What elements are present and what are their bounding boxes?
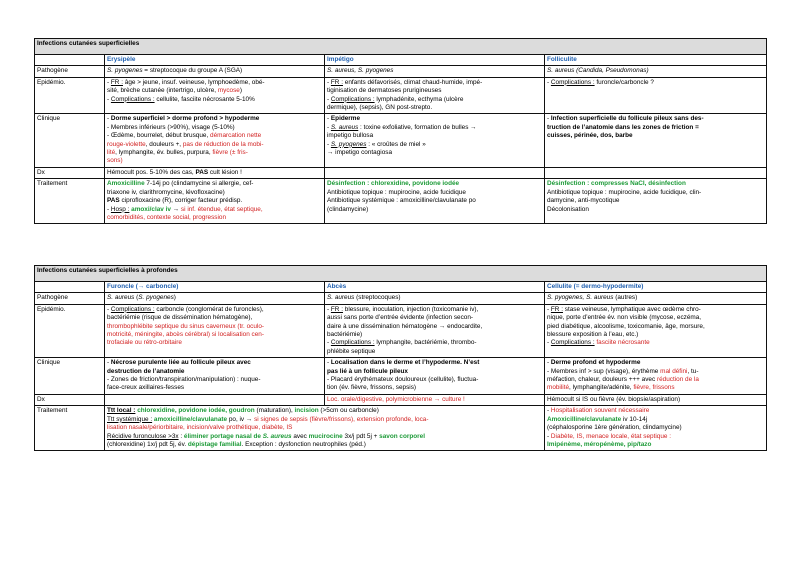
- text-run: face-creux axillaires-fesses: [107, 384, 185, 392]
- text-run: savon corporel: [379, 432, 425, 440]
- text-run: :: [178, 432, 184, 440]
- text-line: [327, 206, 542, 214]
- row-label-clinique: Clinique: [35, 358, 105, 395]
- text-run: furoncle/carboncle ?: [594, 78, 654, 86]
- text-run: amoxi/clav iv: [131, 205, 171, 213]
- text-line: [107, 331, 322, 339]
- text-line: [107, 157, 322, 165]
- text-line: [547, 132, 764, 140]
- text-run: Amoxicilline/clavulanate: [547, 415, 622, 423]
- text-run: lymphangite, bactériémie, thrombo-: [374, 339, 477, 347]
- text-run: -: [547, 407, 551, 415]
- text-run: = streptocoque du groupe A (SGA): [142, 67, 243, 75]
- text-run: thrombophlébite septique du sinus caverneux (tr. oculo-: [107, 322, 265, 330]
- text-line: [547, 115, 764, 123]
- text-run: bactériémie): [327, 331, 363, 339]
- column-header-furoncle: Furoncle (→ carboncle): [105, 282, 325, 293]
- text-run: -: [547, 305, 551, 313]
- text-line: [547, 180, 764, 188]
- text-run: S. aureus: [327, 294, 355, 302]
- text-run: sité, brèche cutanée (intertrigo, ulcère,: [107, 87, 218, 95]
- text-run: nique, porte d’entrée év. non visible (mycose, eczéma,: [547, 314, 702, 322]
- text-run: lymphadénite, ecthyma (ulcère: [374, 95, 464, 103]
- text-run: Ttt local :: [107, 407, 136, 415]
- text-run: FR :: [550, 305, 563, 313]
- cell-dx-furoncle: [105, 394, 325, 405]
- text-run: Hosp :: [110, 205, 130, 213]
- text-line: [107, 115, 322, 123]
- text-run: PAS: [195, 168, 209, 176]
- cell-clinique-folliculite: [545, 114, 767, 167]
- text-run: S. pyogenes: [107, 67, 143, 75]
- text-run: →: [170, 205, 181, 213]
- cell-traitement-cellulite: [545, 406, 767, 451]
- cell-traitement-folliculite: [545, 179, 767, 224]
- text-run: Complications :: [330, 339, 375, 347]
- text-run: - Œdème, bourrelet, début brusque,: [107, 132, 211, 140]
- text-run: lité: [107, 149, 116, 157]
- text-run: Nécrose purulente liée au follicule pileux avec: [110, 359, 251, 367]
- text-run: pas lié à un follicule pileux: [327, 367, 408, 375]
- text-line: [107, 132, 322, 140]
- text-line: [547, 359, 764, 367]
- text-run: dépistage familial: [187, 440, 242, 448]
- text-line: [107, 79, 322, 87]
- row-label-traitement: Traitement: [35, 179, 105, 224]
- text-line: [107, 206, 322, 214]
- text-run: -: [327, 305, 331, 313]
- cell-dx-folliculite: [545, 167, 767, 178]
- text-run: -: [107, 115, 111, 123]
- text-line: [107, 359, 322, 367]
- text-line: [327, 314, 542, 322]
- text-run: S. aureus: [262, 432, 292, 440]
- text-run: PAS: [107, 197, 120, 205]
- text-run: éliminer portage nasal de: [183, 432, 263, 440]
- cell-clinique-erysipele: [105, 114, 325, 167]
- text-line: [107, 384, 322, 392]
- text-run: cult lésion !: [208, 168, 242, 176]
- text-run: Complications :: [550, 339, 595, 347]
- text-line: [547, 368, 764, 376]
- text-line: [107, 141, 322, 149]
- text-line: [107, 441, 542, 449]
- text-run: -: [327, 339, 331, 347]
- text-line: [107, 416, 542, 424]
- text-run: rouge-violette: [107, 140, 146, 148]
- table-superficial-infections: [34, 38, 767, 224]
- text-line: [547, 407, 764, 415]
- column-header-impetigo: Impétigo: [325, 55, 545, 66]
- text-line: [547, 306, 764, 314]
- text-run: Infection superficielle du follicule pileux sans des-: [550, 115, 704, 123]
- text-line: [107, 306, 322, 314]
- text-line: [107, 424, 542, 432]
- text-line: [327, 96, 542, 104]
- row-label-pathogene: Pathogène: [35, 293, 105, 304]
- text-run: -: [327, 95, 331, 103]
- row-label-epidemio: Epidémio.: [35, 304, 105, 357]
- text-line: [107, 368, 322, 376]
- text-run: phlébite septique: [327, 347, 376, 355]
- text-line: [327, 79, 542, 87]
- text-run: stase veineuse, lymphatique avec œdème chro-: [562, 305, 701, 313]
- text-run: -: [327, 359, 331, 367]
- text-line: [107, 339, 322, 347]
- corner-cell: [35, 282, 105, 293]
- text-line: [327, 323, 542, 331]
- text-run: -: [107, 78, 111, 86]
- text-run: , lymphangite, év. bulles, purpura,: [115, 149, 213, 157]
- text-line: [107, 314, 322, 322]
- text-run: comorbidités, contexte social, progression: [107, 213, 226, 221]
- text-run: (: [134, 294, 139, 302]
- text-run: mucirocine: [308, 432, 343, 440]
- text-line: [547, 433, 764, 441]
- text-run: -: [327, 123, 331, 131]
- text-run: (>5cm ou carboncle): [318, 407, 379, 415]
- cell-dx-impetigo: [325, 167, 545, 178]
- text-line: [107, 214, 322, 222]
- text-run: S. pyogenes, S. aureus: [547, 294, 614, 302]
- text-run: → impetigo contagiosa: [327, 149, 393, 157]
- cell-traitement-erysipele: [105, 179, 325, 224]
- text-run: sons): [107, 157, 123, 165]
- text-run: fièvre, frissons: [633, 384, 675, 392]
- text-run: Hémocult si IS ou fièvre (év. biopsie/aspiration): [547, 395, 681, 403]
- text-line: [547, 323, 764, 331]
- text-line: [327, 376, 542, 384]
- text-run: si inf. étendue, état septique,: [180, 205, 263, 213]
- text-run: - Membres inférieurs (>90%), visage (5-10%): [107, 123, 235, 131]
- cell-epidemio-furoncle: [105, 304, 325, 357]
- text-run: (clindamycine): [327, 205, 369, 213]
- text-line: [327, 197, 542, 205]
- text-run: tion (év. fièvre, frissons, sepsis): [327, 384, 417, 392]
- cell-dx-abces: [325, 394, 545, 405]
- text-run: cellulite, fasciite nécrosante 5-10%: [154, 95, 255, 103]
- text-run: -: [327, 78, 331, 86]
- text-line: [547, 416, 764, 424]
- cell-clinique-impetigo: [325, 114, 545, 167]
- text-run: démarcation nette: [210, 132, 262, 140]
- text-run: Derme profond et hypoderme: [550, 359, 641, 367]
- text-run: âge > jeune, insuf. veineuse, lymphoedème, obé-: [122, 78, 265, 86]
- text-line: [327, 339, 542, 347]
- text-run: Loc. orale/digestive, polymicrobienne → culture !: [327, 395, 465, 403]
- text-line: [107, 376, 322, 384]
- cell-epidemio-erysipele: [105, 77, 325, 114]
- text-run: Epiderme: [330, 115, 361, 123]
- text-line: [547, 376, 764, 384]
- text-run: -: [107, 95, 111, 103]
- text-run: Antibiotique topique : mupirocine, acide fucidique, clin-: [547, 188, 702, 196]
- text-line: [547, 314, 764, 322]
- table-title: Infections cutanées superficielles: [35, 39, 767, 55]
- text-run: mal défini: [660, 367, 688, 375]
- cell-pathogene-furoncle: [105, 293, 325, 304]
- text-run: (chlorexidine) 1x/j pdt 5j, év.: [107, 440, 188, 448]
- text-line: [107, 433, 542, 441]
- text-line: [547, 206, 764, 214]
- text-run: FR :: [330, 78, 343, 86]
- text-line: [107, 87, 322, 95]
- text-line: [327, 87, 542, 95]
- text-run: destruction de l’anatomie: [107, 367, 185, 375]
- text-run: Complications :: [110, 95, 155, 103]
- text-line: [327, 359, 542, 367]
- text-run: Dorme superficiel > dorme profond > hypoderme: [110, 115, 260, 123]
- text-run: ciprofloxacine (R), corriger facteur prédisp.: [119, 197, 243, 205]
- cell-clinique-abces: [325, 358, 545, 395]
- text-run: (autres): [613, 294, 638, 302]
- text-run: truction de l’anatomie dans les zones de friction =: [547, 123, 699, 131]
- text-run: pied diabétique, alcoolisme, toxicomanie, âge, morsure,: [547, 322, 705, 330]
- text-line: [107, 180, 322, 188]
- text-run: Antibiotique topique : mupirocine, acide fucidique: [327, 188, 466, 196]
- table-superficial-to-deep-infections: [34, 265, 767, 451]
- text-run: Complications :: [110, 305, 155, 313]
- text-run: Localisation dans le derme et l’hypoderme. N’est: [330, 359, 480, 367]
- text-run: avec: [291, 432, 309, 440]
- text-run: Désinfection : chlorexidine, povidone iodée: [327, 180, 460, 188]
- text-run: : « croûtes de miel »: [366, 140, 426, 148]
- cell-pathogene-erysipele: [105, 66, 325, 77]
- text-run: damycine, anti-mycotique: [547, 197, 620, 205]
- text-run: -: [547, 115, 551, 123]
- text-run: triaxone iv, clarithromycine, lévofloxacine): [107, 188, 225, 196]
- text-line: [327, 306, 542, 314]
- text-run: po, iv →: [227, 415, 255, 423]
- text-run: mobilité: [547, 384, 570, 392]
- text-run: Complications :: [550, 78, 595, 86]
- text-run: S. pyogenes: [330, 140, 367, 148]
- text-run: 7-14j po (clindamycine si allergie, cef-: [144, 180, 254, 188]
- text-run: FR :: [110, 78, 123, 86]
- text-line: [327, 331, 542, 339]
- text-run: mycose: [217, 87, 240, 95]
- text-run: daire à une dissémination hématogène → endocardite,: [327, 322, 483, 330]
- text-run: aussi sans porte d’entrée évidente (infection secon-: [327, 314, 474, 322]
- table-title: Infections cutanées superficielles à profondes: [35, 266, 767, 282]
- text-line: [107, 149, 322, 157]
- cell-epidemio-abces: [325, 304, 545, 357]
- row-label-dx: Dx: [35, 394, 105, 405]
- text-line: [107, 197, 322, 205]
- text-run: Désinfection : compresses NaCl, désinfection: [547, 180, 686, 188]
- text-line: [327, 180, 542, 188]
- text-run: FR :: [330, 305, 343, 313]
- text-run: incision: [294, 407, 319, 415]
- text-run: iv 10-14j: [621, 415, 648, 423]
- text-run: - Placard érythémateux douloureux (cellulite), fluctua-: [327, 376, 479, 384]
- cell-pathogene-impetigo: S. aureus, S. pyogenes: [325, 66, 545, 77]
- cell-pathogene-cellulite: [545, 293, 767, 304]
- text-run: Antibiotique systémique : amoxicilline/clavulanate po: [327, 197, 476, 205]
- text-line: [107, 323, 322, 331]
- text-line: [327, 368, 542, 376]
- text-run: -: [547, 359, 551, 367]
- text-run: (céphalosporine 1ère génération, clindamycine): [547, 424, 682, 432]
- text-run: Complications :: [330, 95, 375, 103]
- text-run: Diabète, IS, menace locale, état septique :: [550, 432, 671, 440]
- text-run: , douleurs +,: [145, 140, 183, 148]
- text-run: carboncle (conglomérat de furoncles),: [154, 305, 264, 313]
- row-label-clinique: Clinique: [35, 114, 105, 167]
- text-line: [107, 407, 542, 415]
- cell-epidemio-impetigo: [325, 77, 545, 114]
- column-header-erysipele: Erysipèle: [105, 55, 325, 66]
- text-line: [547, 424, 764, 432]
- text-run: blessure, inoculation, injection (toxicomanie iv),: [342, 305, 479, 313]
- text-line: [327, 189, 542, 197]
- text-line: [547, 331, 764, 339]
- cell-clinique-furoncle: [105, 358, 325, 395]
- text-run: Imipénème, méropénème, pip/tazo: [547, 440, 652, 448]
- text-run: tiginisation de dermatoses prurigineuses: [327, 87, 442, 95]
- text-run: ): [239, 87, 243, 95]
- text-run: , lymphangite/adénite,: [569, 384, 634, 392]
- text-line: [327, 384, 542, 392]
- column-header-cellulite: Cellulite (= dermo-hypodermite): [545, 282, 767, 293]
- text-run: : toxine exfoliative, formation de bulles →: [358, 123, 477, 131]
- text-run: fasciite nécrosante: [596, 339, 650, 347]
- text-line: [107, 96, 322, 104]
- text-line: [107, 124, 322, 132]
- text-line: [107, 189, 322, 197]
- text-run: bactériémie (risque de dissémination hématogène),: [107, 314, 253, 322]
- text-run: -: [107, 205, 111, 213]
- text-run: - Zones de friction/transpiration/manipulation) : nuque-: [107, 376, 261, 384]
- text-run: Ttt systémique :: [107, 415, 153, 423]
- text-run: Hémocult pos. 5-10% des cas,: [107, 168, 196, 176]
- text-run: Récidive furonculose >3x: [107, 432, 179, 440]
- text-run: -: [327, 140, 331, 148]
- text-run: Décolonisation: [547, 205, 589, 213]
- text-run: (streptocoques): [354, 294, 401, 302]
- cell-epidemio-folliculite: [545, 77, 767, 114]
- cell-pathogene-abces: [325, 293, 545, 304]
- text-line: [547, 197, 764, 205]
- text-run: chlorexidine, povidone iodée, goudron: [137, 407, 255, 415]
- row-label-epidemio: Epidémio.: [35, 77, 105, 114]
- text-run: -: [547, 339, 551, 347]
- corner-cell: [35, 55, 105, 66]
- text-line: [547, 124, 764, 132]
- text-line: [327, 104, 542, 112]
- cell-epidemio-cellulite: [545, 304, 767, 357]
- text-run: -: [547, 432, 551, 440]
- text-run: -: [547, 78, 551, 86]
- text-line: [327, 124, 542, 132]
- cell-clinique-cellulite: [545, 358, 767, 395]
- row-label-pathogene: Pathogène: [35, 66, 105, 77]
- text-line: [327, 132, 542, 140]
- text-line: [327, 141, 542, 149]
- text-run: amoxicilline/clavulanate: [153, 415, 228, 423]
- text-run: cuisses, périnée, dos, barbe: [547, 132, 633, 140]
- text-run: . Exception : dysfonction neutrophiles (péd.): [241, 440, 366, 448]
- text-run: motricité, méningite, abcès cérébral) si localisation cen-: [107, 331, 264, 339]
- text-run: Hospitalisation souvent nécessaire: [550, 407, 650, 415]
- column-header-abces: Abcès: [325, 282, 545, 293]
- text-line: [327, 115, 542, 123]
- column-header-folliculite: Folliculite: [545, 55, 767, 66]
- text-run: Amoxicilline: [107, 180, 145, 188]
- text-run: fièvre (± fris-: [212, 149, 248, 157]
- text-line: [547, 441, 764, 449]
- text-run: S. aureus: [107, 294, 135, 302]
- cell-traitement-furoncle-abces: [105, 406, 545, 451]
- text-run: S. aureus: [330, 123, 359, 131]
- text-run: (maturation),: [254, 407, 295, 415]
- cell-pathogene-folliculite: S. aureus (Candida, Pseudomonas): [545, 66, 767, 77]
- text-run: - Membres inf > sup (visage), érythème: [547, 367, 661, 375]
- text-run: -: [107, 359, 111, 367]
- text-line: [547, 79, 764, 87]
- text-run: pas de réduction de la mobi-: [182, 140, 264, 148]
- text-run: blessure exposition à l’eau, etc.): [547, 331, 639, 339]
- text-run: trofaciale ou rétro-orbitaire: [107, 339, 182, 347]
- text-line: [547, 189, 764, 197]
- text-run: enfants défavorisés, climat chaud-humide, impé-: [342, 78, 483, 86]
- text-run: si signes de sepsis (fièvre/frissons), extension profonde, loca-: [254, 415, 429, 423]
- text-line: [327, 149, 542, 157]
- text-run: -: [107, 305, 111, 313]
- text-line: [547, 384, 764, 392]
- text-run: méfaction, chaleur, douleurs +++ avec: [547, 376, 657, 384]
- text-run: S. pyogenes: [138, 294, 174, 302]
- text-run: réduction de la: [656, 376, 699, 384]
- text-line: [327, 348, 542, 356]
- text-run: 3x/j pdt 5j +: [342, 432, 380, 440]
- row-label-dx: Dx: [35, 167, 105, 178]
- text-run: -: [327, 115, 331, 123]
- text-run: , tu-: [687, 367, 699, 375]
- text-run: ): [173, 294, 176, 302]
- cell-dx-erysipele: [105, 167, 325, 178]
- cell-traitement-impetigo: [325, 179, 545, 224]
- text-line: [547, 339, 764, 347]
- cell-dx-cellulite: [545, 394, 767, 405]
- text-run: dermique), (sepsis), GN post-strepto.: [327, 104, 433, 112]
- text-run: impetigo bullosa: [327, 132, 374, 140]
- row-label-traitement: Traitement: [35, 406, 105, 451]
- text-run: lisation nasale/périorbitaire, incision/valve prothétique, diabète, IS: [107, 424, 293, 432]
